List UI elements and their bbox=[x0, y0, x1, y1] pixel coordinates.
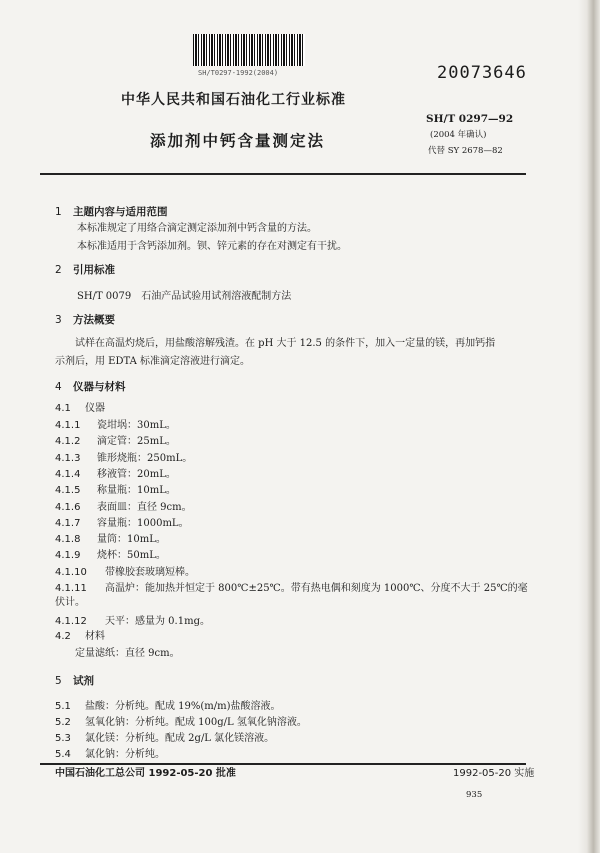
subsection-4-1: 4.1 仪器 bbox=[55, 403, 105, 414]
list-item bbox=[55, 435, 176, 449]
effective-date: 1992-05-20 实施 bbox=[453, 768, 535, 779]
item-number: 5.2 bbox=[55, 717, 71, 728]
item-number: 4.1.2 bbox=[55, 436, 81, 448]
item-number: 4.1.7 bbox=[55, 517, 81, 529]
section-3-heading: 3 方法概要 bbox=[55, 314, 115, 326]
item-number: 5.3 bbox=[55, 733, 71, 744]
item-text: 氯化钠：分析纯。 bbox=[85, 749, 165, 760]
item-text: 锥形烧瓶：250mL。 bbox=[97, 452, 193, 464]
item-text: 容量瓶：1000mL。 bbox=[97, 517, 189, 529]
item-number: 4.1.9 bbox=[55, 550, 81, 562]
item-text: 瓷坩埚：30mL。 bbox=[97, 420, 176, 431]
list-item bbox=[55, 582, 528, 596]
item-text: 量筒：10mL。 bbox=[97, 534, 166, 546]
item-text: 移液管：20mL。 bbox=[97, 468, 176, 480]
org-title: 中华人民共和国石油化工行业标准 bbox=[121, 92, 346, 108]
item-text: 盐酸：分析纯。配成 19%(m/m)盐酸溶液。 bbox=[85, 701, 281, 712]
item-number: 4.1.10 bbox=[55, 566, 87, 578]
item-text: 滴定管：25mL。 bbox=[97, 436, 176, 448]
list-item bbox=[55, 748, 165, 762]
section-1-heading: 1 主题内容与适用范围 bbox=[55, 206, 168, 218]
stamp-number: 20073646 bbox=[437, 63, 527, 83]
list-item bbox=[55, 700, 281, 714]
item-number: 4.1.12 bbox=[55, 615, 87, 627]
item-text: 氯化镁：分析纯。配成 2g/L 氯化镁溶液。 bbox=[85, 733, 275, 744]
section-4-heading: 4 仪器与材料 bbox=[55, 381, 126, 393]
list-item bbox=[55, 452, 192, 466]
page-number: 935 bbox=[466, 790, 483, 800]
subsection-4-2: 4.2 材料 bbox=[55, 631, 105, 642]
paragraph: 试样在高温灼烧后，用盐酸溶解残渣。在 pH 大于 12.5 的条件下，加入一定量的镁，再加钙指 bbox=[75, 338, 496, 349]
item-number: 4.1.4 bbox=[55, 468, 81, 480]
material-item: 定量滤纸：直径 9cm。 bbox=[75, 648, 180, 659]
item-text: 带橡胶套玻璃短棒。 bbox=[105, 566, 195, 578]
item-number: 5.1 bbox=[55, 701, 71, 712]
list-item bbox=[55, 615, 210, 629]
paragraph: 本标准适用于含钙添加剂。钡、锌元素的存在对测定有干扰。 bbox=[77, 241, 347, 252]
item-text: 表面皿：直径 9cm。 bbox=[97, 501, 192, 513]
reference-item: SH/T 0079 石油产品试验用试剂溶液配制方法 bbox=[77, 291, 292, 302]
item-text: 高温炉：能加热并恒定于 800℃±25℃。带有热电偶和刻度为 1000℃、分度不大于 25℃的毫 bbox=[105, 583, 528, 594]
item-text: 烧杯：50mL。 bbox=[97, 550, 166, 562]
section-2-heading: 2 引用标准 bbox=[55, 264, 115, 276]
list-item bbox=[55, 517, 189, 531]
item-text: 氢氧化钠：分析纯。配成 100g/L 氢氧化钠溶液。 bbox=[85, 717, 307, 728]
item-continuation: 伏计。 bbox=[55, 597, 85, 608]
item-number: 5.4 bbox=[55, 749, 71, 760]
list-item bbox=[55, 501, 192, 515]
paragraph: 本标准规定了用络合滴定测定添加剂中钙含量的方法。 bbox=[77, 223, 317, 234]
list-item bbox=[55, 484, 176, 498]
list-item bbox=[55, 566, 195, 580]
item-number: 4.1.6 bbox=[55, 501, 81, 513]
list-item bbox=[55, 549, 166, 563]
item-number: 4.1.8 bbox=[55, 534, 81, 546]
barcode-label: SH/T0297-1992(2004) bbox=[198, 69, 279, 77]
header-divider bbox=[40, 173, 526, 175]
list-item bbox=[55, 716, 307, 730]
item-text: 称量瓶：10mL。 bbox=[97, 485, 176, 497]
standard-code: SH/T 0297—92 bbox=[426, 113, 514, 125]
confirmed-year: (2004 年确认) bbox=[430, 130, 487, 140]
footer-divider bbox=[40, 763, 526, 765]
item-number: 4.1.3 bbox=[55, 452, 81, 464]
scan-edge bbox=[578, 0, 600, 853]
approval-text: 中国石油化工总公司 1992-05-20 批准 bbox=[55, 768, 236, 779]
list-item bbox=[55, 419, 176, 433]
list-item bbox=[55, 732, 274, 746]
paragraph: 示剂后，用 EDTA 标准滴定溶液进行滴定。 bbox=[55, 356, 251, 367]
section-5-heading: 5 试剂 bbox=[55, 675, 94, 687]
list-item bbox=[55, 533, 166, 547]
barcode bbox=[193, 34, 305, 66]
item-number: 4.1.1 bbox=[55, 420, 81, 431]
replaces: 代替 SY 2678—82 bbox=[428, 146, 503, 156]
item-number: 4.1.5 bbox=[55, 485, 81, 497]
list-item bbox=[55, 468, 176, 482]
item-number: 4.1.11 bbox=[55, 583, 87, 594]
item-text: 天平：感量为 0.1mg。 bbox=[105, 615, 210, 627]
doc-title: 添加剂中钙含量测定法 bbox=[150, 132, 326, 150]
